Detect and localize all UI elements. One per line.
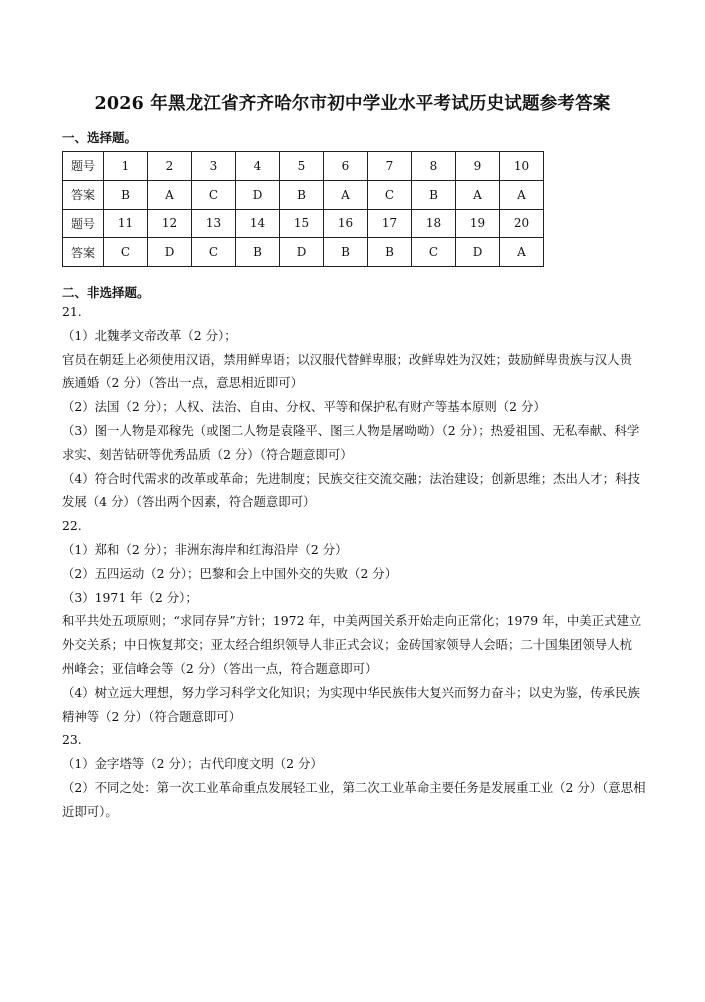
- table-cell: B: [280, 180, 324, 209]
- answer-line: 求实、刻苦钻研等优秀品质（2 分）（符合题意即可）: [62, 446, 353, 462]
- table-cell: B: [368, 238, 412, 267]
- table-cell: B: [104, 180, 148, 209]
- table-cell: 18: [412, 209, 456, 238]
- answer-line: （4）树立远大理想，努力学习科学文化知识；为实现中华民族伟大复兴而努力奋斗；以史为鉴，传承民族: [62, 684, 640, 700]
- answer-line: （1）郑和（2 分）；非洲东海岸和红海沿岸（2 分）: [62, 541, 348, 557]
- table-cell: 9: [456, 152, 500, 181]
- answer-line: （4）符合时代需求的改革或革命；先进制度；民族交往交流交融；法治建设；创新思维；杰出人才；科技: [62, 470, 640, 486]
- table-cell: C: [412, 238, 456, 267]
- table-cell: D: [280, 238, 324, 267]
- row-header-cell: 答案: [63, 238, 104, 267]
- answer-line: 发展（4 分）（答出两个因素，符合题意即可）: [62, 494, 316, 510]
- answer-line: （2）不同之处：第一次工业革命重点发展轻工业，第二次工业革命主要任务是发展重工业（2 分）（意思相: [62, 779, 646, 795]
- table-cell: D: [148, 238, 192, 267]
- table-cell: 16: [324, 209, 368, 238]
- answer-line: 近即可）。: [62, 803, 118, 819]
- table-cell: C: [192, 238, 236, 267]
- answer-line: 官员在朝廷上必须使用汉语，禁用鲜卑语；以汉服代替鲜卑服；改鲜卑姓为汉姓；鼓励鲜卑贵族与汉人贵: [62, 351, 632, 367]
- table-cell: 17: [368, 209, 412, 238]
- table-cell: C: [104, 238, 148, 267]
- answer-line: （2）法国（2 分）；人权、法治、自由、分权、平等和保护私有财产等基本原则（2 分）: [62, 399, 546, 415]
- table-cell: 10: [500, 152, 544, 181]
- table-cell: 5: [280, 152, 324, 181]
- table-cell: 12: [148, 209, 192, 238]
- table-cell: A: [500, 180, 544, 209]
- question-number: 22.: [62, 518, 82, 534]
- answer-line: （1）金字塔等（2 分）；古代印度文明（2 分）: [62, 756, 323, 772]
- table-cell: A: [324, 180, 368, 209]
- question-number: 23.: [62, 732, 82, 748]
- table-cell: C: [192, 180, 236, 209]
- row-header-cell: 题号: [63, 152, 104, 181]
- table-cell: 11: [104, 209, 148, 238]
- table-cell: 13: [192, 209, 236, 238]
- question-number: 21.: [62, 304, 82, 319]
- table-cell: 6: [324, 152, 368, 181]
- section-heading-nonchoice: 二、非选择题。: [62, 285, 150, 300]
- row-header-cell: 答案: [63, 180, 104, 209]
- table-cell: 2: [148, 152, 192, 181]
- row-header-cell: 题号: [63, 209, 104, 238]
- answer-line: （2）五四运动（2 分）；巴黎和会上中国外交的失败（2 分）: [62, 565, 398, 581]
- table-cell: 3: [192, 152, 236, 181]
- table-row: [63, 152, 544, 181]
- table-cell: 15: [280, 209, 324, 238]
- answer-line: 精神等（2 分）（符合题意即可）: [62, 708, 242, 724]
- table-cell: B: [412, 180, 456, 209]
- table-cell: A: [148, 180, 192, 209]
- answer-line: （3）图一人物是邓稼先（或图二人物是袁隆平、图三人物是屠呦呦）（2 分）；热爱祖国、无私奉献、科学: [62, 422, 640, 438]
- answer-line: 和平共处五项原则；“求同存异”方针；1972 年，中美两国关系开始走向正常化；1979 年，中美正式建立: [62, 613, 642, 629]
- table-cell: B: [236, 238, 280, 267]
- table-cell: B: [324, 238, 368, 267]
- page-title: 2026 年黑龙江省齐齐哈尔市初中学业水平考试历史试题参考答案: [94, 94, 611, 114]
- table-cell: 7: [368, 152, 412, 181]
- table-cell: D: [456, 238, 500, 267]
- table-cell: 8: [412, 152, 456, 181]
- answer-table: [62, 151, 544, 267]
- table-cell: 20: [500, 209, 544, 238]
- table-cell: A: [456, 180, 500, 209]
- table-cell: D: [236, 180, 280, 209]
- answer-body: [62, 300, 652, 824]
- table-cell: 1: [104, 152, 148, 181]
- answer-line: 外交关系；中日恢复邦交；亚太经合组织领导人非正式会议；金砖国家领导人会晤；二十国集团领导人杭: [62, 637, 632, 653]
- answer-line: 族通婚（2 分）（答出一点，意思相近即可）: [62, 375, 304, 391]
- answer-line: 州峰会；亚信峰会等（2 分）（答出一点，符合题意即可）: [62, 660, 378, 676]
- table-cell: A: [500, 238, 544, 267]
- table-cell: 19: [456, 209, 500, 238]
- answer-line: （3）1971 年（2 分）；: [62, 589, 198, 605]
- answer-line: （1）北魏孝文帝改革（2 分）；: [62, 327, 237, 343]
- table-cell: 14: [236, 209, 280, 238]
- table-row: [63, 209, 544, 238]
- table-row: [63, 238, 544, 267]
- table-cell: C: [368, 180, 412, 209]
- section-heading-choice: 一、选择题。: [62, 130, 138, 145]
- table-row: [63, 180, 544, 209]
- table-cell: 4: [236, 152, 280, 181]
